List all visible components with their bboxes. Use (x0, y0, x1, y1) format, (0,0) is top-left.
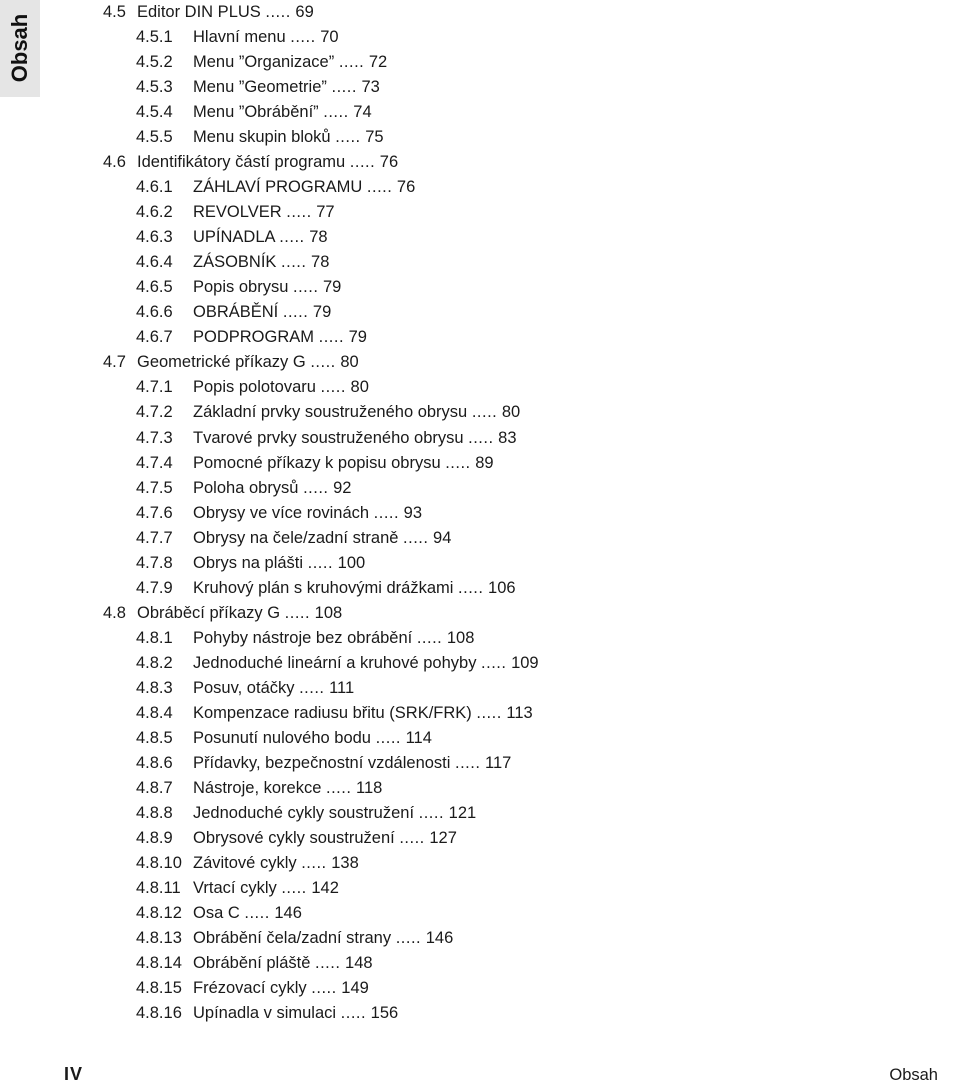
toc-entry-title: Nástroje, korekce (193, 778, 322, 797)
toc-entry-page: 79 (323, 278, 342, 297)
toc-entry-number: 4.8.10 (136, 854, 182, 873)
toc-entry-page: 80 (340, 353, 359, 372)
toc-entry-number: 4.7.7 (136, 528, 173, 547)
toc-entry-leader: ..... (395, 929, 422, 948)
toc-entry-title-line (193, 251, 329, 273)
toc-entry-title: Popis obrysu (193, 278, 289, 297)
toc-entry-page: 78 (309, 228, 328, 247)
toc-entry-number: 4.8.5 (136, 728, 173, 747)
toc-entry-title: UPÍNADLA (193, 228, 275, 247)
toc-entry-title-line (193, 877, 339, 899)
toc-entry-leader: ..... (299, 678, 325, 697)
toc-entry-title: Kruhový plán s kruhovými drážkami (193, 578, 454, 597)
toc-entry-page: 100 (337, 553, 366, 572)
toc-entry-number: 4.7.3 (136, 428, 173, 447)
toc-entry-leader: ..... (331, 78, 357, 97)
toc-entry-number: 4.8.13 (136, 929, 182, 948)
toc-entry-number: 4.7.4 (136, 453, 173, 472)
toc-entry-leader: ..... (320, 378, 346, 397)
toc-entry-leader: ..... (265, 3, 291, 21)
toc-entry-number: 4.8.14 (136, 954, 182, 973)
toc-entry-page: 93 (403, 503, 423, 522)
toc-entry-leader: ..... (373, 503, 400, 522)
toc-entry-leader: ..... (481, 653, 507, 672)
toc-entry-number: 4.7.1 (136, 378, 173, 397)
toc-entry-title-line (193, 677, 354, 699)
toc-entry-title: ZÁSOBNÍK (193, 253, 277, 272)
toc-entry-page: 83 (498, 428, 517, 447)
toc-entry-title: Poloha obrysů (193, 478, 299, 497)
toc-entry-title: Tvarové prvky soustruženého obrysu (193, 428, 464, 447)
toc-entry-title-line (193, 852, 359, 874)
toc-entry-title: Obrábění čela/zadní strany (193, 929, 392, 948)
toc-entry-leader: ..... (290, 28, 316, 47)
toc-entry-title: Geometrické příkazy G (137, 353, 306, 372)
toc-entry-number: 4.5.4 (136, 103, 173, 122)
toc-entry-title: PODPROGRAM (193, 328, 315, 347)
toc-entry-title: Pomocné příkazy k popisu obrysu (193, 453, 441, 472)
toc-entry-title: Závitové cykly (193, 854, 297, 873)
toc-entry-title: Menu ”Organizace” (193, 53, 335, 72)
toc-entry-leader: ..... (303, 478, 329, 497)
toc-entry-title-line (193, 276, 341, 298)
toc-entry-title-line (193, 126, 384, 148)
footer-page-number: IV (64, 1064, 84, 1084)
toc-entry-page: 74 (353, 103, 372, 122)
toc-entry-number: 4.8.8 (136, 803, 173, 822)
toc-entry-title-line (193, 427, 517, 449)
toc-entry-page: 69 (295, 3, 314, 21)
toc-entry-page: 75 (365, 128, 384, 147)
toc-entry-title: Přídavky, bezpečnostní vzdálenosti (193, 753, 451, 772)
toc-entry-page: 77 (316, 203, 335, 222)
toc-entry-number: 4.8.12 (136, 904, 182, 923)
toc-entry-number: 4.7.5 (136, 478, 173, 497)
toc-entry-title: ZÁHLAVÍ PROGRAMU (193, 178, 363, 197)
toc-entry-number: 4.8.7 (136, 778, 173, 797)
toc-entry-page: 146 (425, 929, 454, 948)
toc-entry-title: Upínadla v simulaci (193, 1004, 337, 1023)
toc-entry-title-line (193, 652, 539, 674)
toc-entry-number: 4.6.7 (136, 328, 173, 347)
toc-entry-title: Obrábění pláště (193, 954, 311, 973)
toc-entry-number: 4.8.4 (136, 703, 173, 722)
toc-entry-number: 4.7.9 (136, 578, 173, 597)
toc-entry-leader: ..... (323, 103, 349, 122)
toc-entry-title-line (193, 1002, 398, 1024)
toc-entry-leader: ..... (445, 453, 471, 472)
toc-entry-title-line (193, 552, 365, 574)
toc-entry-leader: ..... (471, 403, 498, 422)
toc-entry-title-line (193, 226, 328, 248)
side-tab (0, 0, 40, 97)
toc-entry-leader: ..... (315, 954, 341, 973)
toc-entry-page: 72 (368, 53, 388, 72)
toc-entry-number: 4.7.2 (136, 403, 173, 422)
toc-entry-leader: ..... (418, 803, 445, 822)
toc-entry-page: 89 (475, 453, 494, 472)
toc-entry-number: 4.8.6 (136, 753, 173, 772)
toc-entry-page: 149 (341, 979, 369, 998)
toc-entry-leader: ..... (292, 278, 319, 297)
toc-entry-leader: ..... (301, 854, 327, 873)
toc-entry-title: Menu ”Obrábění” (193, 103, 319, 122)
toc-entry-page: 138 (331, 854, 359, 873)
toc-entry-page: 73 (361, 78, 380, 97)
toc-entry-number: 4.8.11 (136, 879, 181, 898)
toc-entry-title: Identifikátory částí programu (137, 153, 346, 172)
toc-entry-title: Menu skupin bloků (193, 128, 331, 147)
toc-entry-leader: ..... (349, 153, 376, 172)
toc-entry-title-line (193, 401, 520, 423)
toc-entry-title-line (137, 602, 342, 624)
toc-entry-title-line (193, 51, 387, 73)
toc-entry-number: 4.5.3 (136, 78, 173, 97)
toc-entry-page: 146 (274, 904, 302, 923)
toc-entry-leader: ..... (325, 778, 352, 797)
toc-entry-page: 92 (333, 478, 352, 497)
toc-entry-page: 78 (311, 253, 330, 272)
toc-entry-title-line (193, 577, 516, 599)
toc-entry-title: Obrysy na čele/zadní straně (193, 528, 399, 547)
toc-entry-page: 79 (348, 328, 367, 347)
toc-entry-title-line (137, 1, 314, 23)
toc-entry-leader: ..... (311, 979, 337, 998)
toc-entry-title: Hlavní menu (193, 28, 286, 47)
toc-entry-title: Editor DIN PLUS (137, 3, 261, 21)
toc-entry-title-line (193, 477, 351, 499)
toc-entry-page: 76 (396, 178, 416, 197)
toc-entry-title-line (193, 952, 373, 974)
toc-entry-number: 4.8.16 (136, 1004, 182, 1023)
toc-entry-leader: ..... (279, 228, 305, 247)
toc-entry-leader: ..... (458, 578, 484, 597)
toc-entry-title: Pohyby nástroje bez obrábění (193, 628, 413, 647)
toc-entry-leader: ..... (282, 303, 309, 322)
toc-entry-title-line (193, 902, 302, 924)
toc-entry-title: Kompenzace radiusu břitu (SRK/FRK) (193, 703, 472, 722)
toc-entry-title-line (193, 502, 422, 524)
toc-entry-title: Základní prvky soustruženého obrysu (193, 403, 468, 422)
toc-entry-title: Posunutí nulového bodu (193, 728, 371, 747)
toc-entry-leader: ..... (340, 1004, 367, 1023)
toc-entry-page: 108 (446, 628, 475, 647)
toc-entry-number: 4.5.1 (136, 28, 173, 47)
toc-entry-leader: ..... (468, 428, 494, 447)
toc-entry-page: 113 (506, 703, 533, 722)
toc-entry-title: Obrysové cykly soustružení (193, 828, 395, 847)
toc-entry-page: 142 (311, 879, 339, 898)
toc-entry-number: 4.8.3 (136, 678, 173, 697)
toc-entry-title-line (193, 777, 382, 799)
toc-entry-number: 4.5.5 (136, 128, 173, 147)
toc-entry-leader: ..... (338, 53, 365, 72)
toc-entry-title-line (193, 452, 494, 474)
toc-entry-number: 4.7 (103, 353, 126, 372)
toc-entry-page: 117 (485, 753, 512, 772)
toc-entry-title-line (193, 927, 453, 949)
toc-entry-page: 111 (329, 678, 355, 697)
toc-entry-page: 79 (312, 303, 332, 322)
toc-entry-title-line (193, 702, 533, 724)
toc-entry-leader: ..... (335, 128, 361, 147)
toc-entry-number: 4.5.2 (136, 53, 173, 72)
toc-entry-title-line (193, 76, 380, 98)
toc-entry-leader: ..... (399, 828, 425, 847)
toc-entry-page: 70 (320, 28, 339, 47)
toc-entry-page: 94 (433, 528, 452, 547)
toc-entry-title-line (193, 176, 415, 198)
toc-entry-leader: ..... (244, 904, 270, 923)
toc-entry-title-line (193, 26, 339, 48)
toc-entry-title: Frézovací cykly (193, 979, 307, 998)
toc-entry-title: Posuv, otáčky (193, 678, 295, 697)
toc-entry-title-line (193, 727, 432, 749)
toc-entry-number: 4.7.6 (136, 503, 173, 522)
toc-entry-title-line (193, 752, 511, 774)
toc-entry-leader: ..... (416, 628, 443, 647)
toc-entry-title: Obrys na plášti (193, 553, 304, 572)
toc-entry-title-line (193, 201, 335, 223)
toc-entry-number: 4.8.9 (136, 828, 173, 847)
toc-entry-title: Osa C (193, 904, 240, 923)
side-tab-label: Obsah (7, 13, 32, 83)
toc-entry-title: Obráběcí příkazy G (137, 603, 281, 622)
toc-entry-leader: ..... (455, 753, 481, 772)
toc-entry-number: 4.8.2 (136, 653, 173, 672)
toc-entry-page: 80 (501, 403, 521, 422)
toc-entry-title-line (193, 527, 451, 549)
toc-entry-number: 4.6.6 (136, 303, 173, 322)
toc-entry-title: Jednoduché lineární a kruhové pohyby (193, 653, 477, 672)
toc-entry-page: 80 (350, 378, 369, 397)
toc-entry-leader: ..... (281, 879, 307, 898)
toc-entry-title-line (193, 627, 474, 649)
toc-entry-title-line (193, 376, 369, 398)
toc-entry-leader: ..... (375, 728, 401, 747)
toc-entry-page: 121 (448, 803, 477, 822)
toc-entry-page: 156 (370, 1004, 399, 1023)
toc-entry-title: Jednoduché cykly soustružení (193, 803, 415, 822)
toc-entry-title: OBRÁBĚNÍ (193, 303, 279, 322)
toc-entry-title-line (193, 101, 372, 123)
toc-entry-page: 109 (511, 653, 539, 672)
toc-entry-number: 4.6.5 (136, 278, 173, 297)
toc-entry-title-line (137, 151, 398, 173)
toc-entry-title: Popis polotovaru (193, 378, 316, 397)
toc-entry-leader: ..... (284, 603, 311, 622)
toc-entry-number: 4.6.1 (136, 178, 173, 197)
toc-entry-page: 127 (429, 828, 457, 847)
toc-entry-number: 4.8.15 (136, 979, 182, 998)
toc-entry-title-line (137, 351, 359, 373)
toc-entry-page: 148 (345, 954, 373, 973)
toc-entry-title: REVOLVER (193, 203, 282, 222)
footer-section-label: Obsah (889, 1066, 938, 1084)
toc-entry-leader: ..... (307, 553, 334, 572)
toc-entry-title: Menu ”Geometrie” (193, 78, 327, 97)
toc-entry-title-line (193, 977, 369, 999)
toc-entry-page: 118 (356, 778, 383, 797)
toc-entry-number: 4.6.2 (136, 203, 173, 222)
toc-entry-title: Vrtací cykly (193, 879, 277, 898)
toc-entry-title: Obrysy ve více rovinách (193, 503, 370, 522)
toc-entry-title-line (193, 802, 476, 824)
toc-entry-leader: ..... (476, 703, 502, 722)
toc-entry-number: 4.8.1 (136, 628, 173, 647)
toc-entry-leader: ..... (366, 178, 393, 197)
toc-entry-page: 108 (314, 603, 343, 622)
toc-entry-page: 114 (405, 728, 432, 747)
toc-entry-leader: ..... (403, 528, 429, 547)
toc-entry-title-line (193, 301, 331, 323)
toc-entry-leader: ..... (286, 203, 312, 222)
toc-entry-number: 4.6.3 (136, 228, 173, 247)
toc-entry-title-line (193, 827, 457, 849)
toc-entry-leader: ..... (318, 328, 345, 347)
toc-entry-title-line (193, 326, 367, 348)
toc-entry-number: 4.5 (103, 3, 126, 21)
toc-entry-number: 4.6 (103, 153, 126, 172)
toc-entry-number: 4.6.4 (136, 253, 173, 272)
toc-entry-leader: ..... (281, 253, 307, 272)
toc-entry-page: 76 (379, 153, 399, 172)
toc-entry-number: 4.7.8 (136, 553, 173, 572)
toc-entry-number: 4.8 (103, 603, 126, 622)
toc-entry-leader: ..... (310, 353, 336, 372)
toc-entry-page: 106 (488, 578, 516, 597)
